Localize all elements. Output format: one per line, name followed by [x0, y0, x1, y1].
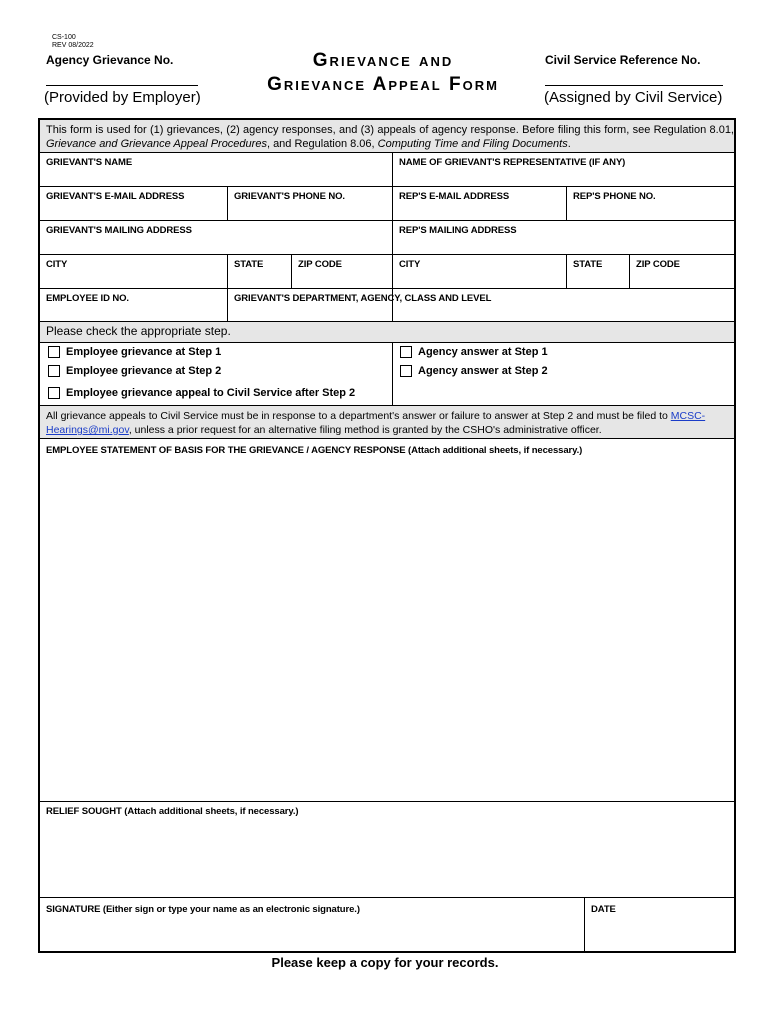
- grievant-phone-label: GRIEVANT'S PHONE NO.: [234, 191, 345, 202]
- rep-state-label: STATE: [573, 259, 603, 270]
- relief-label: RELIEF SOUGHT (Attach additional sheets, if necessary.): [46, 806, 299, 817]
- form-number: CS-100: [52, 34, 76, 41]
- rep-zip-field[interactable]: [630, 255, 734, 288]
- relief-field[interactable]: [40, 802, 734, 897]
- form-revision: REV 08/2022: [52, 42, 94, 49]
- rep-city-field[interactable]: [393, 255, 566, 288]
- rep-mailing-label: REP'S MAILING ADDRESS: [399, 225, 517, 236]
- grievant-name-field[interactable]: [40, 153, 392, 186]
- steps-header-box: [40, 322, 734, 342]
- state-field[interactable]: [228, 255, 291, 288]
- checkbox-employee-step1[interactable]: [48, 346, 221, 358]
- date-label: DATE: [591, 904, 616, 915]
- department-label: GRIEVANT'S DEPARTMENT, AGENCY, CLASS AND LEVEL: [234, 293, 492, 304]
- statement-field[interactable]: [40, 439, 734, 801]
- checkbox-agency-step1-label: Agency answer at Step 1: [418, 346, 548, 358]
- checkbox-employee-step1-label: Employee grievance at Step 1: [66, 346, 222, 358]
- intro-box: [40, 120, 734, 152]
- rep-email-label: REP'S E-MAIL ADDRESS: [399, 191, 510, 202]
- appeal-note: All grievance appeals to Civil Service must be in response to a department's answer or failure to answer at Step 2 and must be filed to MCSC-Hearings@mi.gov, unless a prior request for an alternative filing method is granted by the CSHO's administrative officer.: [46, 410, 706, 436]
- city-field[interactable]: [40, 255, 227, 288]
- signature-label: SIGNATURE (Either sign or type your name as an electronic signature.): [46, 904, 360, 915]
- rep-mailing-field[interactable]: [393, 221, 734, 254]
- checkbox-employee-appeal-box[interactable]: [48, 387, 60, 399]
- state-label: STATE: [234, 259, 264, 270]
- civil-service-ref-input[interactable]: [545, 85, 723, 86]
- checkbox-employee-appeal[interactable]: [48, 387, 355, 399]
- rep-zip-label: ZIP CODE: [636, 259, 680, 270]
- rep-name-field[interactable]: [393, 153, 734, 186]
- city-label: CITY: [46, 259, 68, 270]
- rep-state-field[interactable]: [567, 255, 629, 288]
- rep-phone-field[interactable]: [567, 187, 734, 220]
- checkbox-employee-step2[interactable]: [48, 365, 221, 377]
- grievant-email-field[interactable]: [40, 187, 227, 220]
- steps-header: Please check the appropriate step.: [46, 324, 231, 338]
- checkbox-agency-step2[interactable]: [400, 365, 548, 377]
- department-field[interactable]: [228, 289, 734, 321]
- agency-grievance-note: (Provided by Employer): [44, 89, 201, 106]
- rep-name-label: NAME OF GRIEVANT'S REPRESENTATIVE (IF ANY): [399, 157, 626, 168]
- employee-id-label: EMPLOYEE ID NO.: [46, 293, 129, 304]
- date-field[interactable]: [585, 898, 734, 951]
- title-line-1: Grievance and: [312, 50, 454, 71]
- grievant-name-label: GRIEVANT'S NAME: [46, 157, 133, 168]
- checkbox-employee-appeal-label: Employee grievance appeal to Civil Service after Step 2: [66, 387, 356, 399]
- form-code: [52, 34, 94, 50]
- employee-id-field[interactable]: [40, 289, 227, 321]
- intro-text: This form is used for (1) grievances, (2) agency responses, and (3) appeals of agency response. Before filing this form, see Regulation 8.01, Grievance and Grievance Appeal Procedures, and Regulation 8.06, Computing Time and Filing Documents.: [46, 124, 734, 150]
- zip-field[interactable]: [292, 255, 392, 288]
- title-line-2: Grievance Appeal Form: [267, 74, 499, 95]
- statement-label: EMPLOYEE STATEMENT OF BASIS FOR THE GRIEVANCE / AGENCY RESPONSE (Attach additional sheets, if necessary.): [46, 445, 583, 456]
- checkbox-agency-step2-box[interactable]: [400, 365, 412, 377]
- grievant-mailing-field[interactable]: [40, 221, 392, 254]
- checkbox-agency-step2-label: Agency answer at Step 2: [418, 365, 548, 377]
- grievance-form: [38, 118, 736, 953]
- agency-grievance-label: Agency Grievance No.: [46, 53, 174, 67]
- hearings-email-link[interactable]: MCSC-Hearings@mi.gov: [46, 410, 706, 436]
- checkbox-agency-step1[interactable]: [400, 346, 548, 358]
- appeal-note-box: [40, 406, 734, 438]
- footer-note: Please keep a copy for your records.: [271, 955, 499, 970]
- checkbox-employee-step1-box[interactable]: [48, 346, 60, 358]
- rep-city-label: CITY: [399, 259, 421, 270]
- checkbox-agency-step1-box[interactable]: [400, 346, 412, 358]
- civil-service-ref-label: Civil Service Reference No.: [545, 53, 701, 67]
- signature-field[interactable]: [40, 898, 584, 951]
- page-title: [228, 49, 538, 97]
- agency-grievance-input[interactable]: [46, 85, 198, 86]
- grievant-mailing-label: GRIEVANT'S MAILING ADDRESS: [46, 225, 192, 236]
- checkbox-employee-step2-box[interactable]: [48, 365, 60, 377]
- rep-phone-label: REP'S PHONE NO.: [573, 191, 656, 202]
- grievant-phone-field[interactable]: [228, 187, 392, 220]
- zip-label: ZIP CODE: [298, 259, 342, 270]
- civil-service-ref-note: (Assigned by Civil Service): [544, 89, 723, 106]
- checkbox-employee-step2-label: Employee grievance at Step 2: [66, 365, 222, 377]
- grievant-email-label: GRIEVANT'S E-MAIL ADDRESS: [46, 191, 185, 202]
- rep-email-field[interactable]: [393, 187, 565, 220]
